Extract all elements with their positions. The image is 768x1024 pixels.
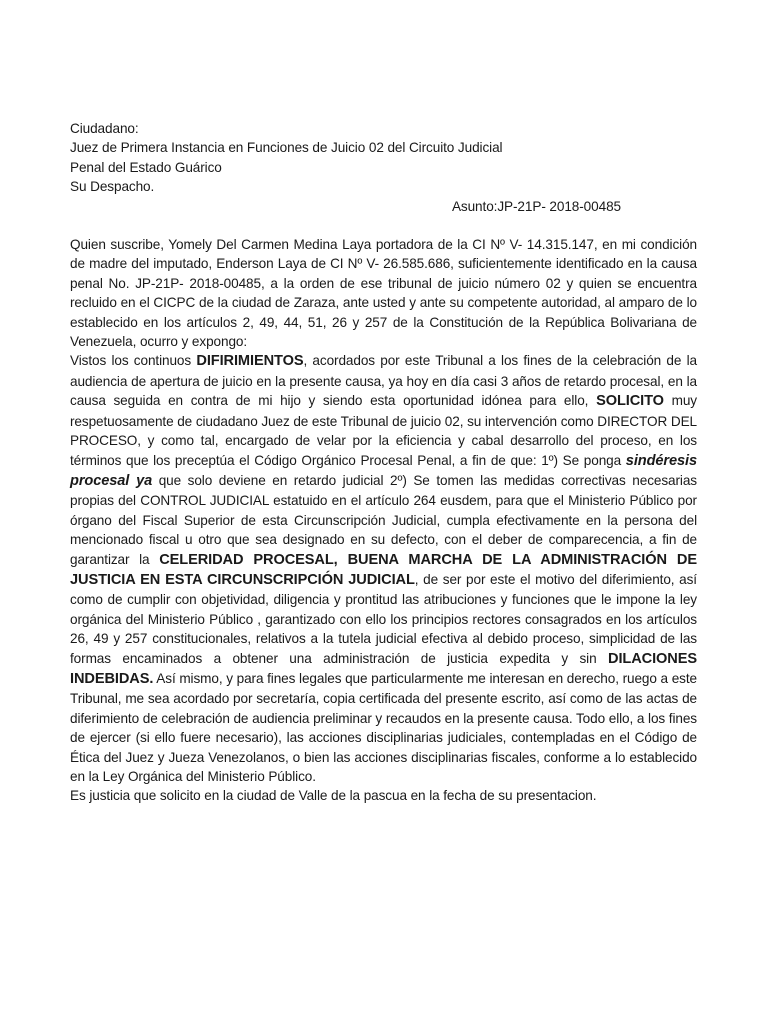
difirimientos-emphasis: DIFIRIMIENTOS xyxy=(196,353,304,370)
sinderesis-emphasis: sindéresis procesal ya xyxy=(70,452,697,489)
request-text-3: muy respetuosamente de ciudadano Juez de este Tribunal de juicio 02, su intervención como DIRECTOR DEL PROCESO, y como tal, encargado de velar por la eficiencia y cabal desarrollo del proceso, en los términos que los preceptúa el Código Orgánico Procesal Penal, a fin de que: 1º) Se ponga xyxy=(70,393,698,468)
paragraph-gap xyxy=(70,216,697,235)
request-text-2: , acordados por este Tribunal a los fines de la celebración de la audiencia de apertura de juicio en la presente causa, ya hoy en día casi 3 años de retardo procesal, en la causa seguida en contra de mi hijo y siendo esta oportunidad idónea para ello, xyxy=(70,353,697,409)
request-text-4: que solo deviene en retardo judicial 2º) Se tomen las medidas correctivas necesarias propias del CONTROL JUDICIAL estatuido en el artículo 264 eusdem, para que el Ministerio Público por órgano del Fiscal Superior de esta Circunscripción Judicial, cumpla efectivamente en la persona del mencionado fiscal u otro que sea designado en su defecto, con el deber de comparecencia, a fin de garantizar la xyxy=(70,472,698,567)
celeridad-emphasis: CELERIDAD PROCESAL, BUENA MARCHA DE LA ADMINISTRACIÓN DE JUSTICIA EN ESTA CIRCUNSCRIPCIÓN JUDICIAL xyxy=(70,551,697,588)
request-paragraph xyxy=(70,351,697,786)
recipient-line-1: Juez de Primera Instancia en Funciones de Juicio 02 del Circuito Judicial xyxy=(70,140,503,156)
request-text-1: Vistos los continuos xyxy=(70,353,197,369)
recipient-line-3: Su Despacho. xyxy=(70,179,155,195)
request-text-5: , de ser por este el motivo del diferimiento, así como de cumplir con objetividad, diligencia y prontitud las atribuciones y funciones que le impone la ley orgánica del Ministerio Público , garantizado con ello los principios rectores consagrados en los artículos 26, 49 y 257 constitucionales, relativos a la tutela judicial efectiva al debido proceso, simplicidad de las formas encaminados a obtener una administración de justicia expedita y sin xyxy=(70,571,697,666)
closing-line: Es justicia que solicito en la ciudad de Valle de la pascua en la fecha de su presentacion. xyxy=(70,788,597,804)
dilaciones-emphasis: DILACIONES INDEBIDAS. xyxy=(70,650,697,687)
greeting: Ciudadano: xyxy=(70,121,139,136)
subject-line: Asunto:JP-21P- 2018-00485 xyxy=(451,198,621,214)
recipient-line-2: Penal del Estado Guárico xyxy=(70,159,222,175)
letter-document xyxy=(70,119,697,806)
request-text-6: Así mismo, y para fines legales que particularmente me interesan en derecho, ruego a este Tribunal, me sea acordado por secretaría, copia certificada del presente escrito, así como de las actas de diferimiento de celebración de audiencia preliminar y recaudos en la presente causa. Todo ello, a los fines de ejercer (si ello fuere necesario), las acciones disciplinarias judiciales, contempladas en el Código de Ética del Juez y Jueza Venezolanos, o bien las acciones disciplinarias fiscales, conforme a lo establecido en la Ley Orgánica del Ministerio Público. xyxy=(70,670,697,784)
intro-paragraph: Quien suscribe, Yomely Del Carmen Medina Laya portadora de la CI Nº V- 14.315.147, en mi condición de madre del imputado, Enderson Laya de CI Nº V- 26.585.686, suficientemente identificado en la causa penal No. JP-21P- 2018-00485, a la orden de ese tribunal de juicio número 02 y quien se encuentra recluido en el CICPC de la ciudad de Zaraza, ante usted y ante su competente autoridad, al amparo de lo establecido en los artículos 2, 49, 44, 51, 26 y 257 de la Constitución de la República Bolivariana de Venezuela, ocurro y expongo: xyxy=(70,237,697,350)
solicito-emphasis: SOLICITO xyxy=(596,393,664,410)
